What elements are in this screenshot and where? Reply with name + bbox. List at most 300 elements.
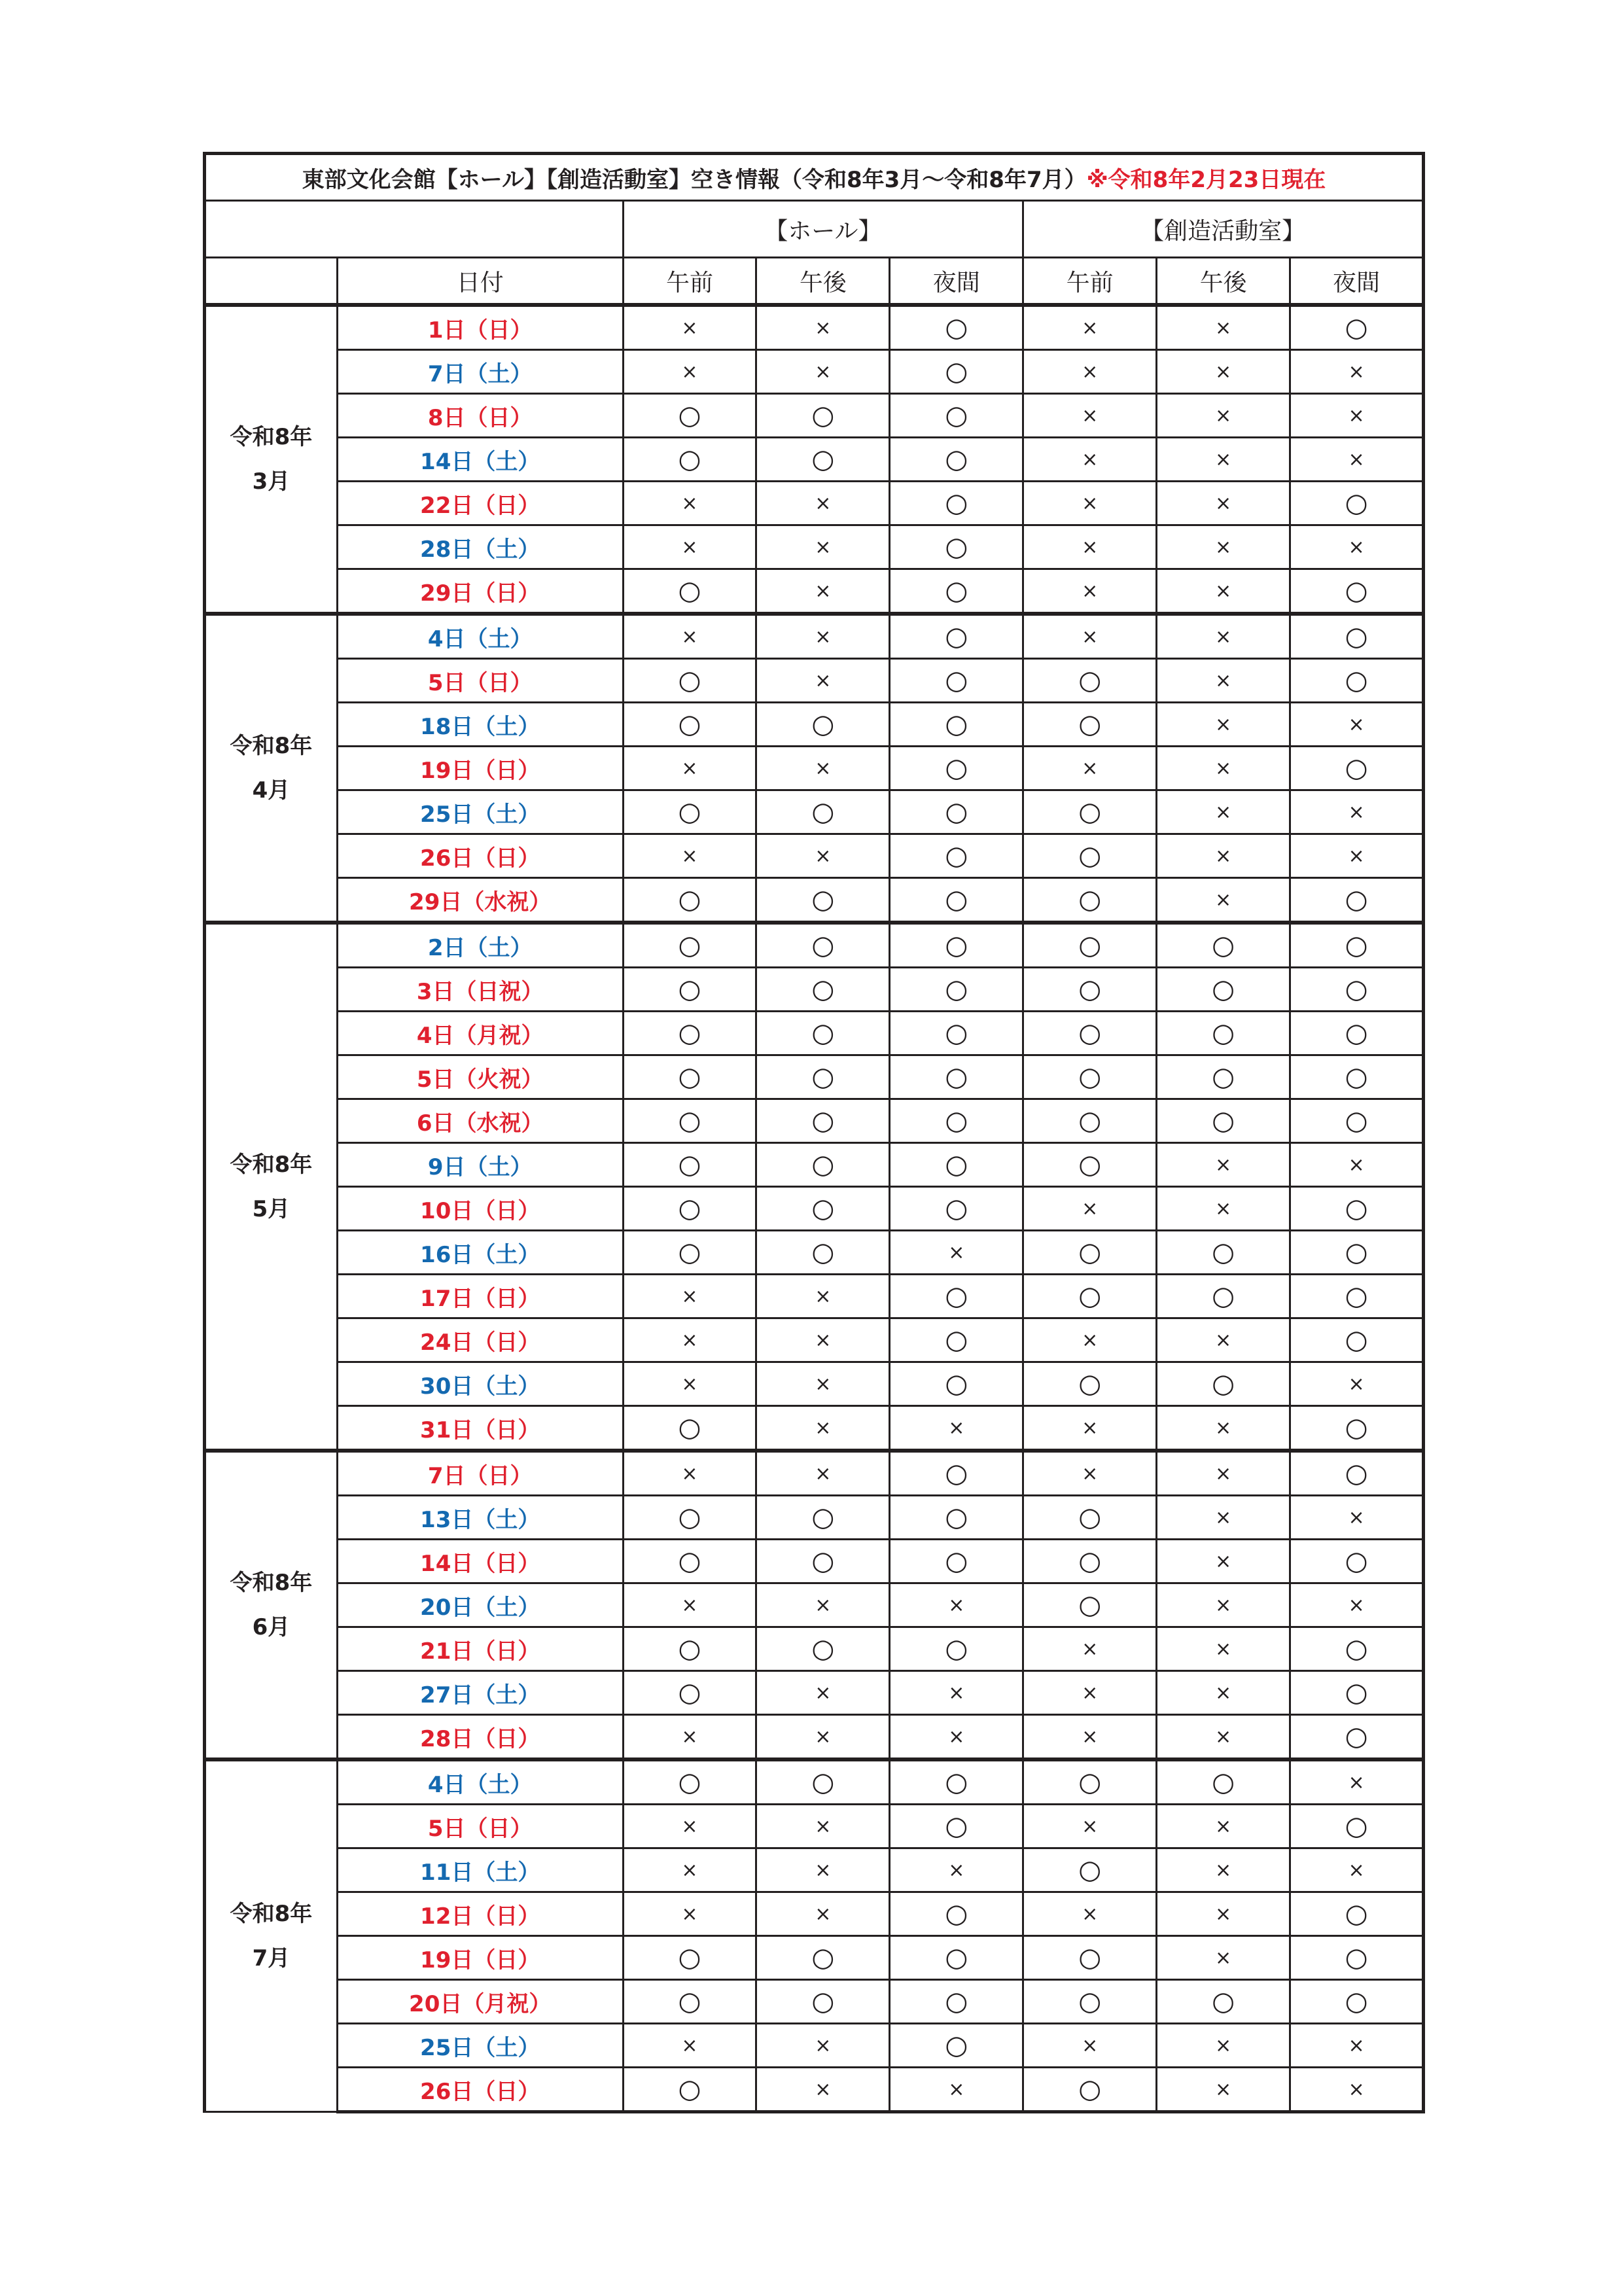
month-label-year: 令和8年	[230, 733, 313, 759]
date-cell: 18日（土）	[337, 703, 623, 747]
table-row	[205, 482, 1424, 525]
availability-mark-room-afternoon: ×	[1157, 878, 1290, 923]
availability-mark-room-night: ○	[1290, 1892, 1424, 1936]
table-row	[205, 968, 1424, 1012]
availability-mark-hall-morning: ○	[623, 1496, 756, 1540]
date-cell: 14日（土）	[337, 438, 623, 482]
availability-mark-room-afternoon: ×	[1157, 569, 1290, 614]
availability-mark-room-night: ×	[1290, 350, 1424, 394]
availability-mark-room-afternoon: ×	[1157, 1451, 1290, 1496]
availability-mark-hall-night: ○	[890, 703, 1023, 747]
availability-mark-room-night: ×	[1290, 2068, 1424, 2112]
availability-mark-hall-afternoon: ○	[756, 703, 890, 747]
availability-mark-hall-night: ○	[890, 1275, 1023, 1318]
availability-mark-hall-afternoon: ×	[756, 1671, 890, 1715]
month-label	[205, 305, 338, 614]
month-header-blank	[205, 258, 338, 306]
availability-mark-room-morning: ○	[1023, 878, 1157, 923]
availability-mark-room-night: ○	[1290, 878, 1424, 923]
availability-mark-hall-morning: ○	[623, 1540, 756, 1583]
availability-mark-room-afternoon: ×	[1157, 1805, 1290, 1848]
date-cell: 27日（土）	[337, 1671, 623, 1715]
availability-mark-hall-morning: ○	[623, 878, 756, 923]
availability-mark-room-afternoon: ×	[1157, 305, 1290, 350]
availability-mark-room-morning: ×	[1023, 1715, 1157, 1760]
group-header-blank	[205, 201, 624, 258]
availability-mark-hall-morning: ○	[623, 1099, 756, 1143]
availability-mark-room-morning: ○	[1023, 1496, 1157, 1540]
availability-mark-hall-morning: ○	[623, 1936, 756, 1980]
availability-mark-room-night: ○	[1290, 305, 1424, 350]
availability-mark-hall-afternoon: ×	[756, 2068, 890, 2112]
availability-mark-room-afternoon: ○	[1157, 1759, 1290, 1805]
month-label-month: 7月	[252, 1945, 291, 1971]
availability-mark-hall-morning: ×	[623, 747, 756, 790]
availability-mark-room-night: ×	[1290, 703, 1424, 747]
availability-mark-hall-afternoon: ○	[756, 878, 890, 923]
date-cell: 5日（日）	[337, 1805, 623, 1848]
availability-mark-hall-afternoon: ×	[756, 1715, 890, 1760]
date-cell: 25日（土）	[337, 790, 623, 834]
table-row	[205, 1496, 1424, 1540]
availability-mark-hall-night: ○	[890, 1759, 1023, 1805]
availability-mark-hall-afternoon: ○	[756, 1936, 890, 1980]
table-row	[205, 1583, 1424, 1627]
availability-mark-room-morning: ○	[1023, 1099, 1157, 1143]
availability-mark-hall-night: ×	[890, 1848, 1023, 1892]
availability-mark-room-afternoon: ×	[1157, 1187, 1290, 1231]
availability-mark-room-morning: ×	[1023, 1451, 1157, 1496]
availability-mark-room-night: ○	[1290, 614, 1424, 659]
availability-mark-hall-night: ○	[890, 350, 1023, 394]
availability-mark-hall-night: ○	[890, 1055, 1023, 1099]
table-row	[205, 1936, 1424, 1980]
date-cell: 20日（月祝）	[337, 1980, 623, 2024]
date-cell: 28日（日）	[337, 1715, 623, 1760]
date-cell: 11日（土）	[337, 1848, 623, 1892]
group-header-hall: 【ホール】	[623, 201, 1023, 258]
availability-mark-room-afternoon: ×	[1157, 659, 1290, 703]
availability-mark-hall-morning: ×	[623, 1318, 756, 1362]
availability-mark-hall-afternoon: ○	[756, 1099, 890, 1143]
availability-mark-hall-afternoon: ×	[756, 1451, 890, 1496]
month-label-year: 令和8年	[230, 1151, 313, 1178]
table-row	[205, 525, 1424, 569]
date-cell: 4日（土）	[337, 614, 623, 659]
availability-mark-hall-morning: ○	[623, 1759, 756, 1805]
table-row	[205, 1627, 1424, 1671]
availability-mark-room-morning: ×	[1023, 1805, 1157, 1848]
availability-mark-hall-night: ○	[890, 1451, 1023, 1496]
availability-mark-room-morning: ×	[1023, 1671, 1157, 1715]
title-row	[205, 154, 1424, 201]
month-label-year: 令和8年	[230, 424, 313, 450]
availability-mark-hall-morning: ×	[623, 305, 756, 350]
table-row	[205, 438, 1424, 482]
table-row	[205, 1540, 1424, 1583]
availability-mark-hall-morning: ○	[623, 1055, 756, 1099]
availability-mark-room-morning: ○	[1023, 1848, 1157, 1892]
availability-mark-hall-morning: ×	[623, 1275, 756, 1318]
availability-mark-room-afternoon: ×	[1157, 350, 1290, 394]
availability-mark-room-afternoon: ×	[1157, 1496, 1290, 1540]
month-label-month: 4月	[252, 777, 291, 804]
table-row	[205, 1715, 1424, 1760]
title-as-of-note: ※令和8年2月23日現在	[1086, 166, 1326, 193]
table-row	[205, 569, 1424, 614]
month-label-month: 5月	[252, 1195, 291, 1222]
availability-mark-room-night: ×	[1290, 2024, 1424, 2068]
availability-mark-room-afternoon: ×	[1157, 790, 1290, 834]
availability-mark-room-night: ○	[1290, 1012, 1424, 1055]
availability-mark-hall-night: ○	[890, 1892, 1023, 1936]
availability-mark-room-night: ○	[1290, 1627, 1424, 1671]
availability-mark-hall-night: ○	[890, 923, 1023, 968]
slot-header-hall-afternoon: 午後	[756, 258, 890, 306]
availability-mark-hall-night: ○	[890, 1012, 1023, 1055]
table-row	[205, 1099, 1424, 1143]
availability-mark-room-night: ○	[1290, 1936, 1424, 1980]
availability-mark-hall-morning: ×	[623, 350, 756, 394]
table-row	[205, 1848, 1424, 1892]
availability-mark-hall-morning: ○	[623, 1187, 756, 1231]
availability-mark-hall-night: ×	[890, 1715, 1023, 1760]
availability-mark-hall-night: ○	[890, 659, 1023, 703]
availability-mark-room-afternoon: ×	[1157, 1936, 1290, 1980]
date-cell: 1日（日）	[337, 305, 623, 350]
date-cell: 31日（日）	[337, 1406, 623, 1451]
availability-mark-room-morning: ×	[1023, 1627, 1157, 1671]
table-row	[205, 1805, 1424, 1848]
availability-mark-room-afternoon: ×	[1157, 1540, 1290, 1583]
availability-mark-room-morning: ×	[1023, 1892, 1157, 1936]
availability-mark-hall-afternoon: ○	[756, 1231, 890, 1275]
table-row	[205, 305, 1424, 350]
availability-mark-room-afternoon: ×	[1157, 1318, 1290, 1362]
availability-mark-hall-night: ○	[890, 305, 1023, 350]
availability-mark-hall-night: ○	[890, 569, 1023, 614]
availability-mark-hall-morning: ○	[623, 1143, 756, 1187]
table-row	[205, 1406, 1424, 1451]
availability-mark-room-afternoon: ○	[1157, 1980, 1290, 2024]
availability-mark-hall-morning: ○	[623, 1671, 756, 1715]
date-cell: 13日（土）	[337, 1496, 623, 1540]
month-label	[205, 1451, 338, 1759]
date-cell: 2日（土）	[337, 923, 623, 968]
date-cell: 26日（日）	[337, 2068, 623, 2112]
date-cell: 29日（水祝）	[337, 878, 623, 923]
availability-mark-room-morning: ×	[1023, 525, 1157, 569]
availability-table	[203, 152, 1425, 2113]
availability-mark-hall-afternoon: ○	[756, 1759, 890, 1805]
availability-mark-room-morning: ×	[1023, 569, 1157, 614]
availability-mark-room-night: ×	[1290, 394, 1424, 438]
availability-mark-room-morning: ×	[1023, 305, 1157, 350]
availability-mark-room-afternoon: ×	[1157, 1848, 1290, 1892]
availability-mark-room-morning: ○	[1023, 1980, 1157, 2024]
availability-mark-room-afternoon: ×	[1157, 482, 1290, 525]
date-cell: 26日（日）	[337, 834, 623, 878]
availability-mark-room-night: ○	[1290, 1406, 1424, 1451]
availability-mark-hall-night: ○	[890, 1099, 1023, 1143]
availability-mark-room-night: ○	[1290, 968, 1424, 1012]
slot-header-room-afternoon: 午後	[1157, 258, 1290, 306]
availability-mark-room-afternoon: ○	[1157, 923, 1290, 968]
table-row	[205, 1892, 1424, 1936]
group-header-creative-room: 【創造活動室】	[1023, 201, 1424, 258]
availability-mark-room-afternoon: ×	[1157, 1406, 1290, 1451]
availability-mark-hall-afternoon: ○	[756, 1187, 890, 1231]
availability-mark-room-afternoon: ×	[1157, 703, 1290, 747]
availability-mark-hall-night: ×	[890, 1231, 1023, 1275]
availability-mark-hall-morning: ○	[623, 438, 756, 482]
availability-mark-hall-afternoon: ○	[756, 1496, 890, 1540]
availability-mark-room-afternoon: ×	[1157, 394, 1290, 438]
availability-mark-hall-afternoon: ○	[756, 1980, 890, 2024]
date-cell: 17日（日）	[337, 1275, 623, 1318]
month-label	[205, 923, 338, 1451]
availability-mark-room-afternoon: ×	[1157, 834, 1290, 878]
availability-mark-room-morning: ×	[1023, 394, 1157, 438]
availability-mark-room-afternoon: ○	[1157, 1275, 1290, 1318]
availability-mark-room-afternoon: ×	[1157, 1627, 1290, 1671]
availability-mark-hall-night: ○	[890, 525, 1023, 569]
availability-mark-room-night: ×	[1290, 1759, 1424, 1805]
availability-mark-hall-night: ○	[890, 614, 1023, 659]
availability-mark-room-morning: ×	[1023, 614, 1157, 659]
availability-mark-hall-morning: ×	[623, 1451, 756, 1496]
availability-mark-hall-afternoon: ○	[756, 790, 890, 834]
date-cell: 14日（日）	[337, 1540, 623, 1583]
slot-header-hall-night: 夜間	[890, 258, 1023, 306]
availability-mark-room-night: ○	[1290, 1231, 1424, 1275]
table-row	[205, 394, 1424, 438]
availability-mark-room-night: ○	[1290, 1099, 1424, 1143]
date-cell: 8日（日）	[337, 394, 623, 438]
availability-mark-hall-afternoon: ○	[756, 1055, 890, 1099]
date-cell: 9日（土）	[337, 1143, 623, 1187]
table-row	[205, 2024, 1424, 2068]
availability-mark-hall-afternoon: ○	[756, 1143, 890, 1187]
date-cell: 10日（日）	[337, 1187, 623, 1231]
availability-mark-hall-morning: ○	[623, 923, 756, 968]
availability-mark-hall-morning: ×	[623, 2024, 756, 2068]
availability-mark-room-morning: ○	[1023, 2068, 1157, 2112]
availability-mark-room-morning: ○	[1023, 923, 1157, 968]
month-label	[205, 1759, 338, 2112]
availability-mark-hall-afternoon: ×	[756, 1362, 890, 1406]
availability-mark-hall-morning: ×	[623, 834, 756, 878]
date-cell: 7日（土）	[337, 350, 623, 394]
availability-mark-room-afternoon: ×	[1157, 747, 1290, 790]
availability-mark-room-morning: ○	[1023, 1055, 1157, 1099]
table-row	[205, 1187, 1424, 1231]
availability-mark-hall-afternoon: ×	[756, 659, 890, 703]
table-row	[205, 703, 1424, 747]
availability-mark-room-afternoon: ×	[1157, 2068, 1290, 2112]
availability-mark-hall-afternoon: ○	[756, 1012, 890, 1055]
availability-mark-hall-afternoon: ×	[756, 614, 890, 659]
availability-mark-room-morning: ×	[1023, 1187, 1157, 1231]
date-cell: 3日（日祝）	[337, 968, 623, 1012]
availability-mark-room-afternoon: ×	[1157, 438, 1290, 482]
availability-mark-room-morning: ○	[1023, 659, 1157, 703]
availability-mark-hall-morning: ○	[623, 659, 756, 703]
availability-mark-hall-night: ○	[890, 1187, 1023, 1231]
slot-header-hall-morning: 午前	[623, 258, 756, 306]
availability-mark-room-night: ×	[1290, 1143, 1424, 1187]
table-row	[205, 2068, 1424, 2112]
table-row	[205, 350, 1424, 394]
table-row	[205, 1012, 1424, 1055]
availability-mark-room-night: ×	[1290, 834, 1424, 878]
availability-mark-room-afternoon: ○	[1157, 1362, 1290, 1406]
availability-mark-room-morning: ○	[1023, 834, 1157, 878]
availability-mark-hall-morning: ×	[623, 1848, 756, 1892]
date-cell: 6日（水祝）	[337, 1099, 623, 1143]
availability-mark-room-afternoon: ○	[1157, 1231, 1290, 1275]
slot-header-room-morning: 午前	[1023, 258, 1157, 306]
availability-mark-room-night: ○	[1290, 1715, 1424, 1760]
availability-mark-hall-night: ○	[890, 1540, 1023, 1583]
availability-mark-hall-night: ×	[890, 1583, 1023, 1627]
availability-mark-hall-afternoon: ×	[756, 1318, 890, 1362]
availability-mark-hall-night: ×	[890, 1671, 1023, 1715]
date-cell: 5日（火祝）	[337, 1055, 623, 1099]
date-cell: 4日（月祝）	[337, 1012, 623, 1055]
availability-mark-room-morning: ○	[1023, 1143, 1157, 1187]
availability-mark-room-afternoon: ×	[1157, 1892, 1290, 1936]
column-header-row	[205, 258, 1424, 306]
availability-mark-room-night: ○	[1290, 747, 1424, 790]
availability-mark-hall-night: ○	[890, 394, 1023, 438]
availability-mark-room-night: ×	[1290, 1583, 1424, 1627]
availability-mark-hall-night: ○	[890, 482, 1023, 525]
availability-mark-hall-afternoon: ×	[756, 305, 890, 350]
availability-mark-hall-morning: ○	[623, 1627, 756, 1671]
date-header: 日付	[337, 258, 623, 306]
availability-mark-hall-afternoon: ○	[756, 968, 890, 1012]
availability-mark-hall-night: ○	[890, 1980, 1023, 2024]
table-row	[205, 614, 1424, 659]
table-row	[205, 1362, 1424, 1406]
availability-mark-hall-afternoon: ×	[756, 569, 890, 614]
availability-mark-hall-morning: ×	[623, 1715, 756, 1760]
table-row	[205, 834, 1424, 878]
availability-mark-room-afternoon: ×	[1157, 1671, 1290, 1715]
availability-mark-room-night: ○	[1290, 1318, 1424, 1362]
month-label-month: 3月	[252, 468, 291, 495]
availability-mark-room-morning: ○	[1023, 703, 1157, 747]
availability-mark-hall-night: ○	[890, 790, 1023, 834]
availability-mark-room-night: ○	[1290, 569, 1424, 614]
availability-mark-room-morning: ○	[1023, 1583, 1157, 1627]
availability-mark-room-morning: ○	[1023, 1362, 1157, 1406]
table-row	[205, 1275, 1424, 1318]
availability-mark-room-morning: ○	[1023, 790, 1157, 834]
availability-mark-hall-night: ×	[890, 2068, 1023, 2112]
availability-mark-room-morning: ×	[1023, 1318, 1157, 1362]
date-cell: 20日（土）	[337, 1583, 623, 1627]
availability-mark-hall-morning: ○	[623, 394, 756, 438]
month-label-month: 6月	[252, 1614, 291, 1640]
availability-mark-hall-afternoon: ×	[756, 747, 890, 790]
table-row	[205, 1143, 1424, 1187]
availability-mark-hall-night: ○	[890, 1143, 1023, 1187]
availability-mark-hall-afternoon: ×	[756, 1275, 890, 1318]
availability-mark-hall-afternoon: ×	[756, 1805, 890, 1848]
availability-mark-hall-night: ×	[890, 1406, 1023, 1451]
availability-mark-hall-morning: ×	[623, 614, 756, 659]
availability-mark-room-afternoon: ○	[1157, 1012, 1290, 1055]
date-cell: 5日（日）	[337, 659, 623, 703]
availability-mark-room-morning: ○	[1023, 1012, 1157, 1055]
availability-mark-room-night: ○	[1290, 659, 1424, 703]
availability-mark-hall-afternoon: ×	[756, 2024, 890, 2068]
availability-mark-hall-night: ○	[890, 878, 1023, 923]
month-label-year: 令和8年	[230, 1901, 313, 1927]
availability-mark-room-afternoon: ○	[1157, 1099, 1290, 1143]
availability-mark-hall-morning: ○	[623, 1406, 756, 1451]
date-cell: 22日（日）	[337, 482, 623, 525]
availability-mark-hall-morning: ○	[623, 1012, 756, 1055]
availability-mark-hall-afternoon: ×	[756, 1848, 890, 1892]
table-row	[205, 1318, 1424, 1362]
availability-mark-hall-morning: ×	[623, 1362, 756, 1406]
date-cell: 30日（土）	[337, 1362, 623, 1406]
availability-mark-room-night: ○	[1290, 1671, 1424, 1715]
availability-mark-hall-night: ○	[890, 747, 1023, 790]
availability-mark-room-morning: ×	[1023, 438, 1157, 482]
availability-mark-hall-night: ○	[890, 1805, 1023, 1848]
table-row	[205, 878, 1424, 923]
date-cell: 4日（土）	[337, 1759, 623, 1805]
availability-mark-room-morning: ○	[1023, 1275, 1157, 1318]
table-row	[205, 1231, 1424, 1275]
availability-mark-room-night: ○	[1290, 1540, 1424, 1583]
availability-mark-room-night: ○	[1290, 1275, 1424, 1318]
table-row	[205, 747, 1424, 790]
availability-mark-room-night: ×	[1290, 1496, 1424, 1540]
availability-mark-hall-morning: ×	[623, 525, 756, 569]
availability-mark-room-morning: ○	[1023, 968, 1157, 1012]
availability-mark-hall-afternoon: ×	[756, 1583, 890, 1627]
month-label	[205, 614, 338, 923]
availability-mark-hall-night: ○	[890, 1318, 1023, 1362]
availability-mark-room-afternoon: ×	[1157, 1715, 1290, 1760]
availability-mark-hall-morning: ○	[623, 1980, 756, 2024]
date-cell: 21日（日）	[337, 1627, 623, 1671]
group-header-row	[205, 201, 1424, 258]
availability-mark-hall-night: ○	[890, 834, 1023, 878]
availability-mark-hall-night: ○	[890, 1627, 1023, 1671]
table-row	[205, 1451, 1424, 1496]
availability-mark-hall-morning: ×	[623, 1892, 756, 1936]
availability-mark-room-afternoon: ○	[1157, 968, 1290, 1012]
availability-mark-hall-night: ○	[890, 1936, 1023, 1980]
table-row	[205, 1671, 1424, 1715]
availability-mark-room-night: ○	[1290, 482, 1424, 525]
availability-mark-room-morning: ×	[1023, 1406, 1157, 1451]
availability-mark-hall-morning: ○	[623, 2068, 756, 2112]
availability-mark-hall-morning: ×	[623, 1805, 756, 1848]
availability-mark-hall-night: ○	[890, 2024, 1023, 2068]
availability-mark-room-night: ○	[1290, 1451, 1424, 1496]
availability-mark-room-night: ×	[1290, 790, 1424, 834]
table-row	[205, 923, 1424, 968]
title-main: 東部文化会館【ホール】【創造活動室】空き情報（令和8年3月～令和8年7月）	[302, 166, 1087, 193]
availability-mark-hall-morning: ○	[623, 1231, 756, 1275]
